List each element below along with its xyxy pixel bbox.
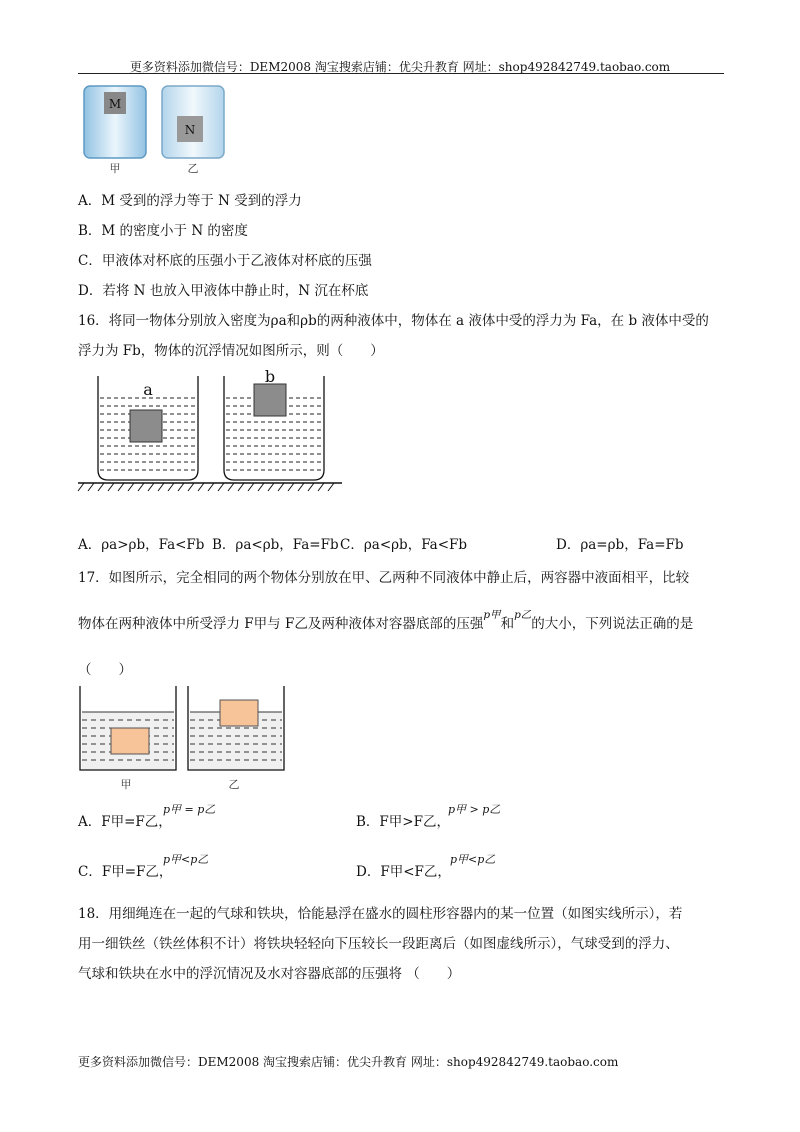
q16-option-b: B．ρa<ρb，Fa=Fb <box>212 537 339 553</box>
block-in-jia <box>111 728 149 754</box>
q16-stem-line1: 16．将同一物体分别放入密度为ρa和ρb的两种液体中，物体在 a 液体中受的浮力为 Fa，在 b 液体中受的 <box>78 313 709 329</box>
q15-option-d: D．若将 N 也放入甲液体中静止时，N 沉在杯底 <box>78 283 369 299</box>
q17-option-b-pressure: p甲 > p乙 <box>448 803 501 816</box>
q17-stem-line3: （ ） <box>78 662 132 678</box>
container-jia <box>80 686 176 770</box>
q17-option-c: C．F甲=F乙， <box>78 864 173 880</box>
q16-stem-line2: 浮力为 Fb，物体的沉浮情况如图所示，则（ ） <box>78 343 384 359</box>
q17-option-d-pressure: p甲<p乙 <box>450 853 496 866</box>
caption-q17-yi: 乙 <box>228 778 240 791</box>
q15-option-a: A．M 受到的浮力等于 N 受到的浮力 <box>78 193 302 209</box>
label-n: N <box>184 123 196 137</box>
page-footer: 更多资料添加微信号：DEM2008 淘宝搜索店铺：优尖升教育 网址：shop492842749.taobao.com <box>78 1055 619 1069</box>
caption-jia: 甲 <box>109 162 121 175</box>
q17-stem-line2-pre: 物体在两种液体中所受浮力 F甲与 F乙及两种液体对容器底部的压强 <box>78 616 484 632</box>
caption-yi: 乙 <box>187 162 199 175</box>
q17-option-a-pressure: p甲 = p乙 <box>163 803 216 816</box>
q18-stem-line2: 用一细铁丝（铁丝体积不计）将铁块轻轻向下压较长一段距离后（如图虚线所示），气球受到的浮力、 <box>78 936 679 952</box>
q17-p-jia: p甲 <box>483 609 501 621</box>
container-b <box>224 368 324 480</box>
q17-stem-line2-post: 的大小，下列说法正确的是 <box>531 616 694 632</box>
beaker-jia <box>84 86 146 158</box>
container-yi <box>188 686 284 770</box>
block-in-a <box>130 410 162 442</box>
q16-option-a: A．ρa>ρb，Fa<Fb <box>78 537 205 553</box>
q17-stem-line2 <box>78 609 694 635</box>
page-header: 更多资料添加微信号：DEM2008 淘宝搜索店铺：优尖升教育 网址：shop492842749.taobao.com <box>129 60 671 74</box>
header-rule <box>78 73 724 74</box>
q18-stem-line1: 18．用细绳连在一起的气球和铁块，恰能悬浮在盛水的圆柱形容器内的某一位置（如图实线所示），若 <box>78 906 683 922</box>
block-in-yi <box>220 700 258 726</box>
figure-q17-containers <box>76 684 292 794</box>
q18-stem-line3: 气球和铁块在水中的浮沉情况及水对容器底部的压强将 （ ） <box>78 966 461 982</box>
ground-hatching <box>78 483 342 491</box>
beaker-yi <box>162 86 224 158</box>
q15-option-c: C．甲液体对杯底的压强小于乙液体对杯底的压强 <box>78 253 372 269</box>
q17-option-c-pressure: p甲<p乙 <box>163 853 209 866</box>
figure-q15-beakers <box>76 78 236 178</box>
label-a: a <box>143 380 153 399</box>
q17-option-a: A．F甲=F乙， <box>78 814 172 830</box>
label-m: M <box>108 97 122 111</box>
q16-option-c: C．ρa<ρb，Fa<Fb <box>340 537 468 553</box>
block-in-b <box>254 384 286 416</box>
q17-option-b: B．F甲>F乙， <box>356 814 450 830</box>
q17-stem-line2-mid: 和 <box>500 616 515 632</box>
caption-q17-jia: 甲 <box>120 778 132 791</box>
q17-p-yi: p乙 <box>514 609 532 621</box>
q17-stem-line1: 17．如图所示，完全相同的两个物体分别放在甲、乙两种不同液体中静止后，两容器中液面相平，比较 <box>78 570 690 586</box>
container-a <box>98 376 198 480</box>
q16-option-d: D．ρa=ρb，Fa=Fb <box>556 537 684 553</box>
q17-option-d: D．F甲<F乙， <box>356 864 451 880</box>
q15-option-b: B．M 的密度小于 N 的密度 <box>78 223 248 239</box>
figure-q16-containers <box>76 368 346 494</box>
label-b: b <box>264 368 276 386</box>
